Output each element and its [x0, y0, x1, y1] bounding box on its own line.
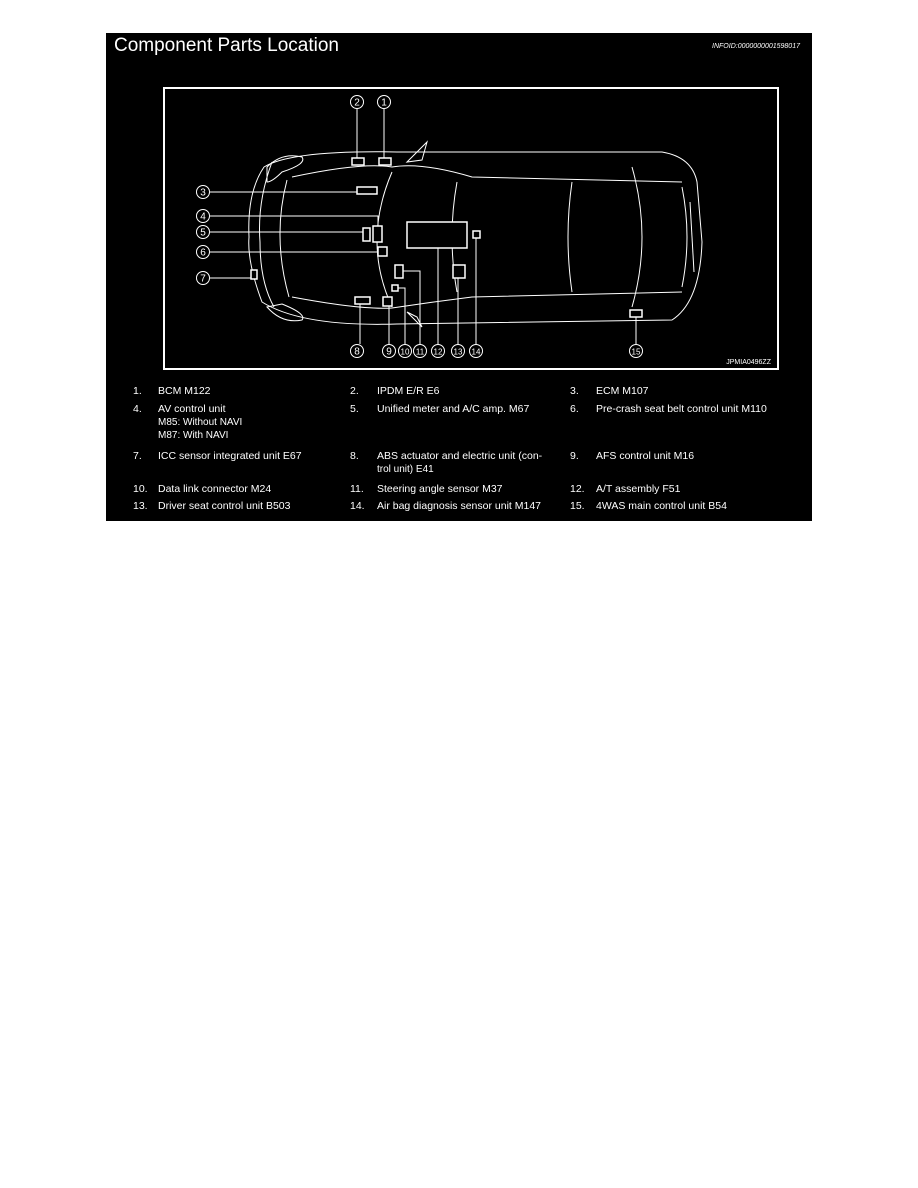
- legend-text: IPDM E/R E6: [377, 385, 440, 397]
- legend-text: ECM M107: [596, 385, 649, 397]
- legend-item: [158, 449, 302, 463]
- legend-text: ICC sensor integrated unit E67: [158, 450, 302, 462]
- page-title: Component Parts Location: [114, 35, 339, 56]
- info-id: INFOID:0000000001598017: [712, 43, 800, 50]
- legend-number: 9.: [570, 450, 579, 462]
- legend-item: [596, 482, 680, 496]
- figure-code: JPMIA0496ZZ: [726, 359, 771, 366]
- leader-line: [403, 271, 420, 344]
- legend-text: AV control unit: [158, 403, 226, 415]
- callout-number: 10: [400, 347, 410, 357]
- legend-number: 1.: [133, 385, 142, 397]
- legend-text: trol unit) E41: [377, 464, 434, 475]
- legend-text: 4WAS main control unit B54: [596, 500, 727, 512]
- legend-text: Driver seat control unit B503: [158, 500, 291, 512]
- leader-line: [210, 216, 378, 226]
- legend-text: A/T assembly F51: [596, 483, 681, 495]
- component-box-6: [378, 247, 387, 256]
- component-box-3: [357, 187, 377, 194]
- legend-text: AFS control unit M16: [596, 450, 695, 462]
- legend-item: [158, 482, 271, 496]
- callout-number: 12: [433, 347, 443, 357]
- legend-item: [377, 499, 541, 513]
- legend-text: Air bag diagnosis sensor unit M147: [377, 500, 542, 512]
- legend-item: [596, 384, 649, 398]
- callout-number: 4: [200, 211, 206, 223]
- legend-number: 10.: [133, 483, 148, 495]
- legend-text: Data link connector M24: [158, 483, 272, 495]
- legend-number: 6.: [570, 403, 579, 415]
- legend-number: 2.: [350, 385, 359, 397]
- legend-item: [377, 482, 503, 496]
- component-box-14: [473, 231, 480, 238]
- callout-number: 5: [200, 227, 206, 239]
- legend-text: ABS actuator and electric unit (con-: [377, 450, 543, 462]
- component-box-15: [630, 310, 642, 317]
- legend-item: [158, 402, 242, 442]
- callout-number: 14: [471, 347, 481, 357]
- legend-text: Pre-crash seat belt control unit M110: [596, 403, 767, 415]
- component-box-4: [373, 226, 382, 242]
- legend-item: [158, 499, 290, 513]
- vehicle-diagram: [163, 87, 779, 370]
- callout-number: 11: [415, 347, 425, 357]
- legend-number: 13.: [133, 500, 148, 512]
- component-box-12: [407, 222, 467, 248]
- callout-number: 3: [200, 187, 206, 199]
- component-box-13: [453, 265, 465, 278]
- legend-item: [377, 384, 439, 398]
- component-box-2: [352, 158, 364, 165]
- callout-number: 6: [200, 247, 206, 259]
- legend-item: [596, 499, 727, 513]
- legend-number: 8.: [350, 450, 359, 462]
- legend-item: [158, 384, 211, 398]
- callout-number: 9: [386, 346, 392, 358]
- legend-number: 7.: [133, 450, 142, 462]
- legend-number: 4.: [133, 403, 142, 415]
- callout-number: 7: [200, 273, 206, 285]
- legend-item: [377, 402, 529, 416]
- component-box-9: [383, 297, 392, 306]
- legend-text: Steering angle sensor M37: [377, 483, 503, 495]
- legend-item: [596, 449, 694, 463]
- callout-number: 2: [354, 97, 360, 109]
- callout-number: 13: [453, 347, 463, 357]
- leader-line: [398, 288, 405, 344]
- legend-item: [596, 402, 767, 416]
- component-box-8: [355, 297, 370, 304]
- legend-number: 3.: [570, 385, 579, 397]
- callout-number: 15: [631, 347, 641, 357]
- legend-item: [377, 449, 542, 476]
- legend-number: 14.: [350, 500, 365, 512]
- component-box-1: [379, 158, 391, 165]
- legend-number: 12.: [570, 483, 585, 495]
- callout-number: 8: [354, 346, 360, 358]
- component-box-5: [363, 228, 370, 241]
- callout-number: 1: [381, 97, 387, 109]
- car-top-view: [165, 89, 777, 368]
- legend-text: BCM M122: [158, 385, 211, 397]
- legend-number: 5.: [350, 403, 359, 415]
- component-box-11: [395, 265, 403, 278]
- legend-text: Unified meter and A/C amp. M67: [377, 403, 530, 415]
- component-parts-panel: [106, 33, 812, 521]
- legend-text: M87: With NAVI: [158, 430, 229, 441]
- component-box-10: [392, 285, 398, 291]
- legend-text: M85: Without NAVI: [158, 417, 243, 428]
- legend-number: 15.: [570, 500, 585, 512]
- component-box-7: [251, 270, 257, 279]
- legend-number: 11.: [350, 483, 364, 495]
